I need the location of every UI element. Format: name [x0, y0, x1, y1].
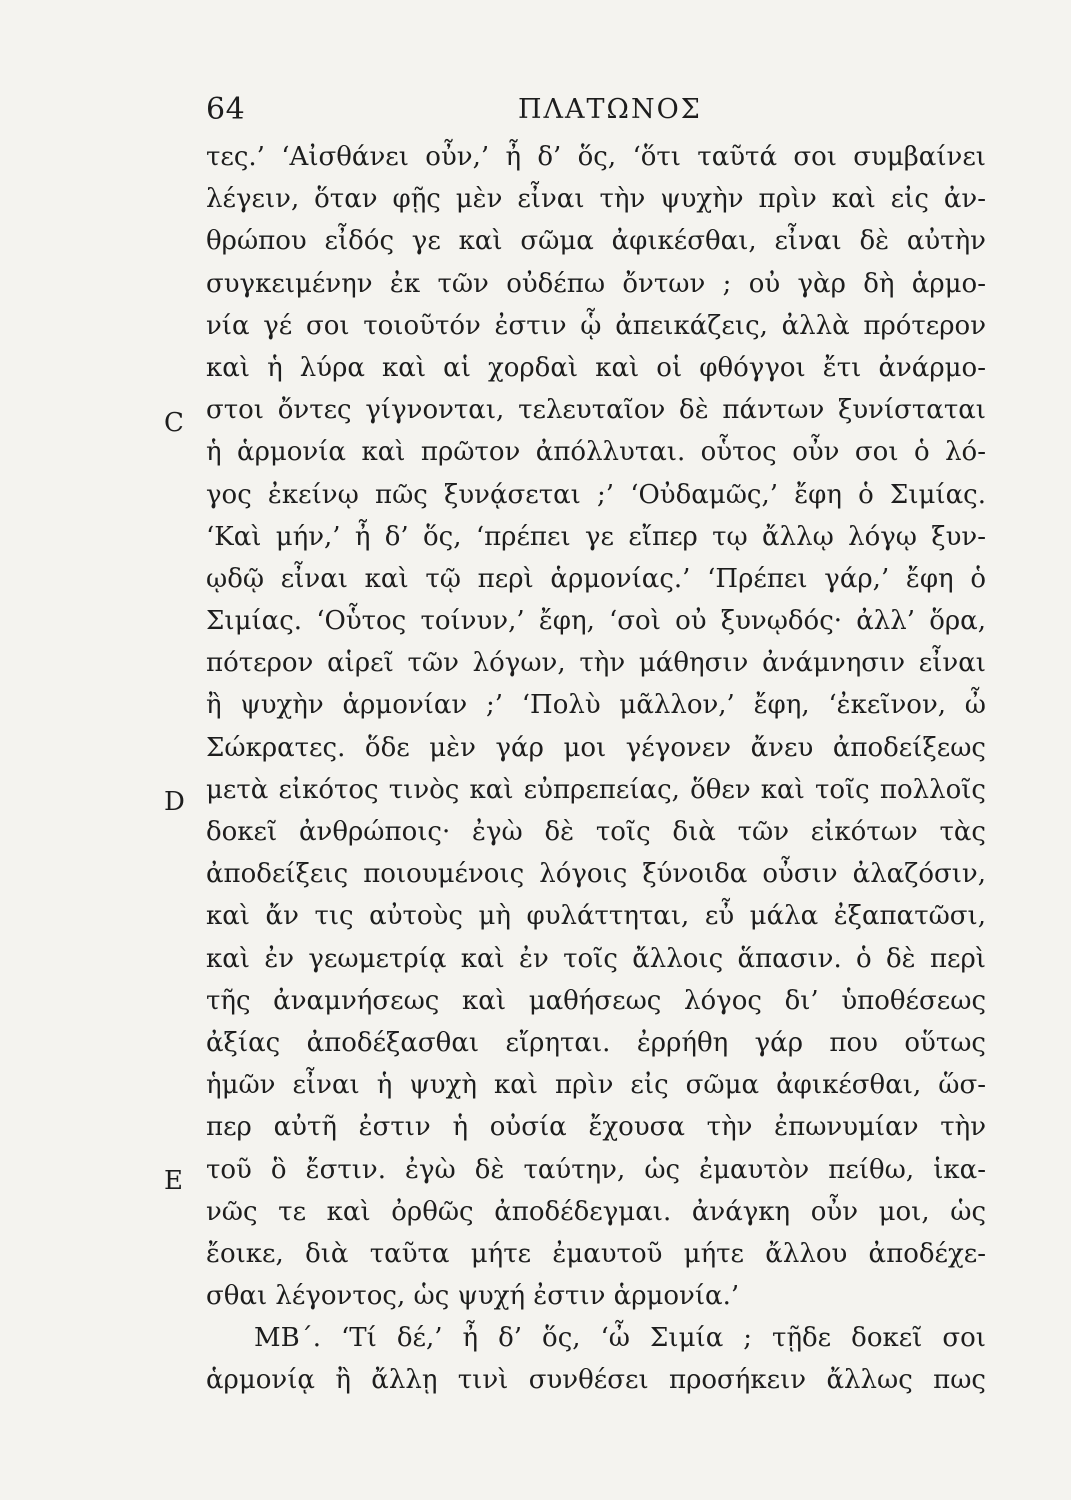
text-line: ‘Καὶ μήν,’ ἦ δ’ ὅς, ‘πρέπει γε εἴπερ τῳ ἄλλῳ λόγῳ ξυν- — [206, 521, 986, 552]
text-line: στοι ὄντες γίγνονται, τελευταῖον δὲ πάντων ξυνίσταται — [206, 395, 986, 426]
text-line: ῳδῷ εἶναι καὶ τῷ περὶ ἁρμονίας.’ ‘Πρέπει γάρ,’ ἔφη ὁ — [206, 563, 986, 594]
text-line: καὶ ἄν τις αὐτοὺς μὴ φυλάττηται, εὖ μάλα ἐξαπατῶσι, — [206, 901, 986, 932]
text-line: Σιμίας. ‘Οὗτος τοίνυν,’ ἔφη, ‘σοὶ οὐ ξυνῳδός· ἀλλ’ ὅρα, — [206, 606, 986, 637]
text-line: Σώκρατες. ὅδε μὲν γάρ μοι γέγονεν ἄνευ ἀποδείξεως — [206, 732, 986, 763]
text-line: μετὰ εἰκότος τινὸς καὶ εὐπρεπείας, ὅθεν καὶ τοῖς πολλοῖς — [206, 774, 986, 805]
text-line: γος ἐκείνῳ πῶς ξυνᾴσεται ;’ ‘Οὐδαμῶς,’ ἔφη ὁ Σιμίας. — [206, 479, 986, 510]
text-line: τῆς ἀναμνήσεως καὶ μαθήσεως λόγος δι’ ὑποθέσεως — [206, 985, 986, 1016]
text-line: πότερον αἱρεῖ τῶν λόγων, τὴν μάθησιν ἀνάμνησιν εἶναι — [206, 648, 986, 679]
text-line: λέγειν, ὅταν φῇς μὲν εἶναι τὴν ψυχὴν πρὶν καὶ εἰς ἀν- — [206, 184, 986, 215]
text-line: τες.’ ‘Αἰσθάνει οὖν,’ ἦ δ’ ὅς, ‘ὅτι ταῦτά σοι συμβαίνει — [206, 142, 986, 172]
text-line: ἡ ἁρμονία καὶ πρῶτον ἀπόλλυται. οὗτος οὖν σοι ὁ λό- — [206, 437, 986, 468]
text-line: ἁρμονίᾳ ἢ ἄλλῃ τινὶ συνθέσει προσήκειν ἄλλως πως — [206, 1365, 986, 1396]
text-line: περ αὐτῆ ἐστιν ἡ οὐσία ἔχουσα τὴν ἐπωνυμίαν τὴν — [206, 1112, 986, 1143]
text-line: θρώπου εἶδός γε καὶ σῶμα ἀφικέσθαι, εἶναι δὲ αὐτὴν — [206, 226, 986, 257]
text-line: νία γέ σοι τοιοῦτόν ἐστιν ᾧ ἀπεικάζεις, ἀλλὰ πρότερον — [206, 310, 986, 341]
text-line: ἢ ψυχὴν ἁρμονίαν ;’ ‘Πολὺ μᾶλλον,’ ἔφη, ‘ἐκεῖνον, ὦ — [206, 690, 986, 721]
text-line: ἔοικε, διὰ ταῦτα μήτε ἐμαυτοῦ μήτε ἄλλου ἀποδέχε- — [206, 1238, 986, 1269]
text-line: συγκειμένην ἐκ τῶν οὐδέπω ὄντων ; οὐ γὰρ δὴ ἁρμο- — [206, 268, 986, 299]
text-line: ἀξίας ἀποδέξασθαι εἴρηται. ἐρρήθη γάρ που οὕτως — [206, 1027, 986, 1058]
text-line: σθαι λέγοντος, ὡς ψυχή ἐστιν ἁρμονία.’ — [206, 1281, 740, 1312]
text-line: νῶς τε καὶ ὀρθῶς ἀποδέδεγμαι. ἀνάγκη οὖν μοι, ὡς — [206, 1196, 986, 1227]
text-line: ἀποδείξεις ποιουμένοις λόγοις ξύνοιδα οὖσιν ἀλαζόσιν, — [206, 859, 986, 890]
text-line: καὶ ἐν γεωμετρίᾳ καὶ ἐν τοῖς ἄλλοις ἅπασιν. ὁ δὲ περὶ — [206, 943, 986, 974]
text-line: δοκεῖ ἀνθρώποις· ἐγὼ δὲ τοῖς διὰ τῶν εἰκότων τὰς — [206, 817, 986, 847]
page-number: 64 — [206, 92, 246, 127]
running-title: ΠΛΑΤΩΝΟΣ — [518, 94, 702, 125]
text-line: καὶ ἡ λύρα καὶ αἱ χορδαὶ καὶ οἱ φθόγγοι ἔτι ἀνάρμο- — [206, 352, 986, 383]
margin-marker-d: D — [164, 787, 185, 817]
greek-text-block — [206, 136, 986, 1402]
margin-marker-c: C — [164, 408, 184, 438]
text-line-section-start: ΜΒ΄. ‘Τί δέ,’ ἦ δ’ ὅς, ‘ὦ Σιμία ; τῇδε δοκεῖ σοι — [254, 1323, 986, 1354]
text-line: τοῦ ὃ ἔστιν. ἐγὼ δὲ ταύτην, ὡς ἐμαυτὸν πείθω, ἱκα- — [206, 1154, 986, 1185]
text-line: ἡμῶν εἶναι ἡ ψυχὴ καὶ πρὶν εἰς σῶμα ἀφικέσθαι, ὥσ- — [206, 1070, 986, 1101]
margin-marker-e: E — [164, 1166, 183, 1196]
